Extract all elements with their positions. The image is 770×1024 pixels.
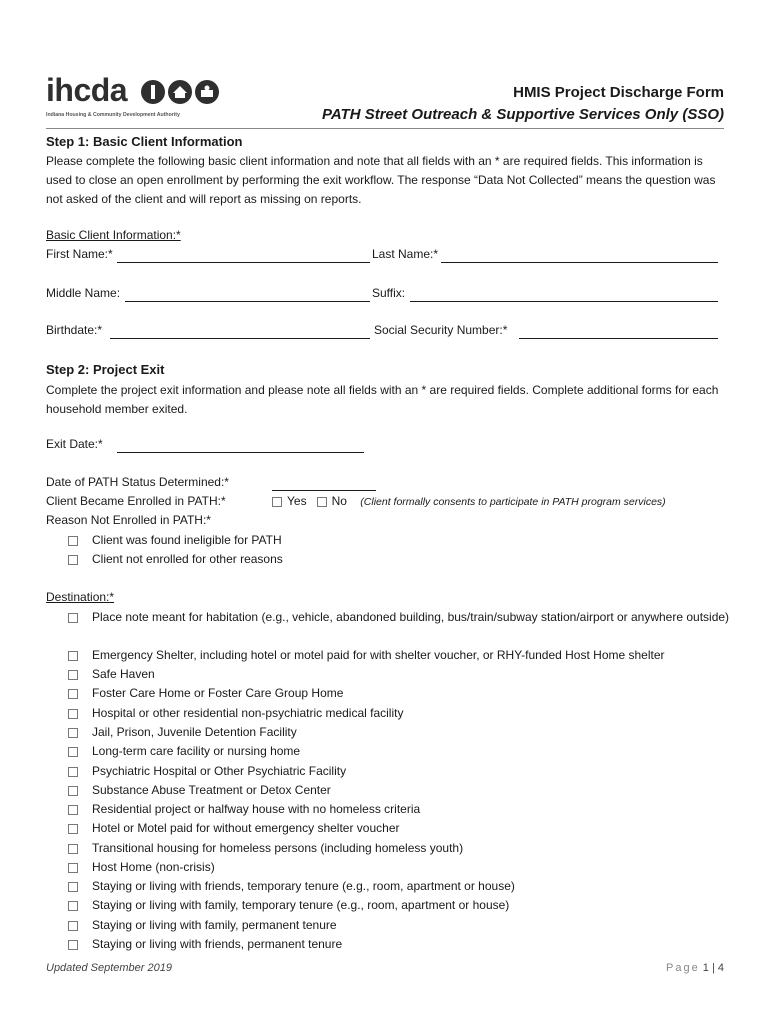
yes-checkbox[interactable] <box>272 497 282 507</box>
destination-option[interactable]: Host Home (non-crisis) <box>68 858 718 877</box>
last-name-label: Last Name:* <box>372 247 439 261</box>
header-divider <box>46 128 724 129</box>
page-number <box>666 962 724 974</box>
ihcda-logo <box>46 72 226 124</box>
checkbox[interactable] <box>68 882 78 892</box>
checkbox[interactable] <box>68 921 78 931</box>
checkbox[interactable] <box>68 689 78 699</box>
destination-option[interactable]: Place note meant for habitation (e.g., vehicle, abandoned building, bus/train/subway station/airport or anywhere outside) <box>68 608 740 627</box>
checkbox[interactable] <box>68 824 78 834</box>
checkbox[interactable] <box>68 786 78 796</box>
logo-subtitle: Indiana Housing & Community Development Authority <box>46 112 180 118</box>
no-label: No <box>331 494 347 508</box>
house-icon <box>168 80 192 104</box>
step1-heading: Step 1: Basic Client Information <box>46 134 243 149</box>
first-name-label: First Name:* <box>46 247 113 261</box>
page-count: 1 | 4 <box>702 962 724 974</box>
basic-info-label: Basic Client Information:* <box>46 228 181 242</box>
community-icon <box>195 80 219 104</box>
ssn-field[interactable] <box>519 338 718 339</box>
reason-option[interactable]: Client not enrolled for other reasons <box>68 550 718 569</box>
checkbox[interactable] <box>68 863 78 873</box>
destination-option[interactable]: Hospital or other residential non-psychiatric medical facility <box>68 704 718 723</box>
yes-label: Yes <box>287 494 307 508</box>
exit-date-label: Exit Date:* <box>46 437 103 451</box>
destination-option[interactable]: Transitional housing for homeless persons (including homeless youth) <box>68 839 718 858</box>
checkbox[interactable] <box>68 805 78 815</box>
enrolled-options <box>272 494 666 508</box>
checkbox[interactable] <box>68 613 78 623</box>
exit-date-field[interactable] <box>117 452 364 453</box>
checkbox[interactable] <box>68 670 78 680</box>
checkbox[interactable] <box>68 651 78 661</box>
destination-option[interactable]: Staying or living with family, temporary tenure (e.g., room, apartment or house) <box>68 896 718 915</box>
checkbox[interactable] <box>68 728 78 738</box>
no-checkbox[interactable] <box>317 497 327 507</box>
destination-option[interactable]: Staying or living with family, permanent tenure <box>68 916 718 935</box>
birthdate-field[interactable] <box>110 338 370 339</box>
checkbox[interactable] <box>68 844 78 854</box>
destination-option[interactable]: Psychiatric Hospital or Other Psychiatric Facility <box>68 762 718 781</box>
destination-option[interactable]: Foster Care Home or Foster Care Group Home <box>68 684 718 703</box>
reason-option[interactable]: Client was found ineligible for PATH <box>68 531 718 550</box>
logo-icons <box>141 80 219 104</box>
form-subtitle: PATH Street Outreach & Supportive Services Only (SSO) <box>321 106 724 123</box>
destination-option[interactable]: Long-term care facility or nursing home <box>68 742 718 761</box>
enrolled-note: (Client formally consents to participate in PATH program services) <box>360 496 666 508</box>
step2-heading: Step 2: Project Exit <box>46 362 165 377</box>
destination-option[interactable]: Substance Abuse Treatment or Detox Center <box>68 781 718 800</box>
checkbox[interactable] <box>68 555 78 565</box>
last-name-field[interactable] <box>441 262 718 263</box>
form-title: HMIS Project Discharge Form <box>513 84 724 101</box>
ssn-label: Social Security Number:* <box>374 323 508 337</box>
birthdate-label: Birthdate:* <box>46 323 103 337</box>
first-name-field[interactable] <box>117 262 370 263</box>
logo-wordmark: ihcda <box>46 72 128 108</box>
destination-option[interactable]: Staying or living with friends, permanent tenure <box>68 935 718 954</box>
suffix-field[interactable] <box>410 301 718 302</box>
reason-label: Reason Not Enrolled in PATH:* <box>46 513 211 527</box>
updated-date: Updated September 2019 <box>46 962 172 974</box>
middle-name-field[interactable] <box>125 301 370 302</box>
checkbox[interactable] <box>68 901 78 911</box>
destination-option[interactable]: Hotel or Motel paid for without emergency shelter voucher <box>68 819 718 838</box>
destination-option[interactable]: Jail, Prison, Juvenile Detention Facility <box>68 723 718 742</box>
step1-instructions: Please complete the following basic client information and note that all fields with an * are required fields. This information is used to close an open enrollment by performing the exit workflow. The response “Data Not Collected” means the question was not asked of the client and will report as missing on reports. <box>46 154 716 206</box>
checkbox[interactable] <box>68 767 78 777</box>
path-status-date-label: Date of PATH Status Determined:* <box>46 475 229 489</box>
destination-option[interactable]: Safe Haven <box>68 665 718 684</box>
destination-option[interactable]: Emergency Shelter, including hotel or motel paid for with shelter voucher, or RHY-funded Host Home shelter <box>68 646 718 665</box>
middle-name-label: Middle Name: <box>46 286 121 300</box>
enrolled-label: Client Became Enrolled in PATH:* <box>46 494 226 508</box>
path-status-date-field[interactable] <box>272 490 376 491</box>
destination-option[interactable]: Residential project or halfway house with no homeless criteria <box>68 800 718 819</box>
checkbox[interactable] <box>68 747 78 757</box>
step2-instructions: Complete the project exit information and please note all fields with an * are required fields. Complete additional forms for each household member exited. <box>46 383 719 416</box>
checkbox[interactable] <box>68 940 78 950</box>
page-word: Page <box>666 962 700 974</box>
destination-label: Destination:* <box>46 590 115 604</box>
checkbox[interactable] <box>68 709 78 719</box>
suffix-label: Suffix: <box>372 286 406 300</box>
dollar-icon <box>141 80 165 104</box>
checkbox[interactable] <box>68 536 78 546</box>
destination-option[interactable]: Staying or living with friends, temporary tenure (e.g., room, apartment or house) <box>68 877 718 896</box>
